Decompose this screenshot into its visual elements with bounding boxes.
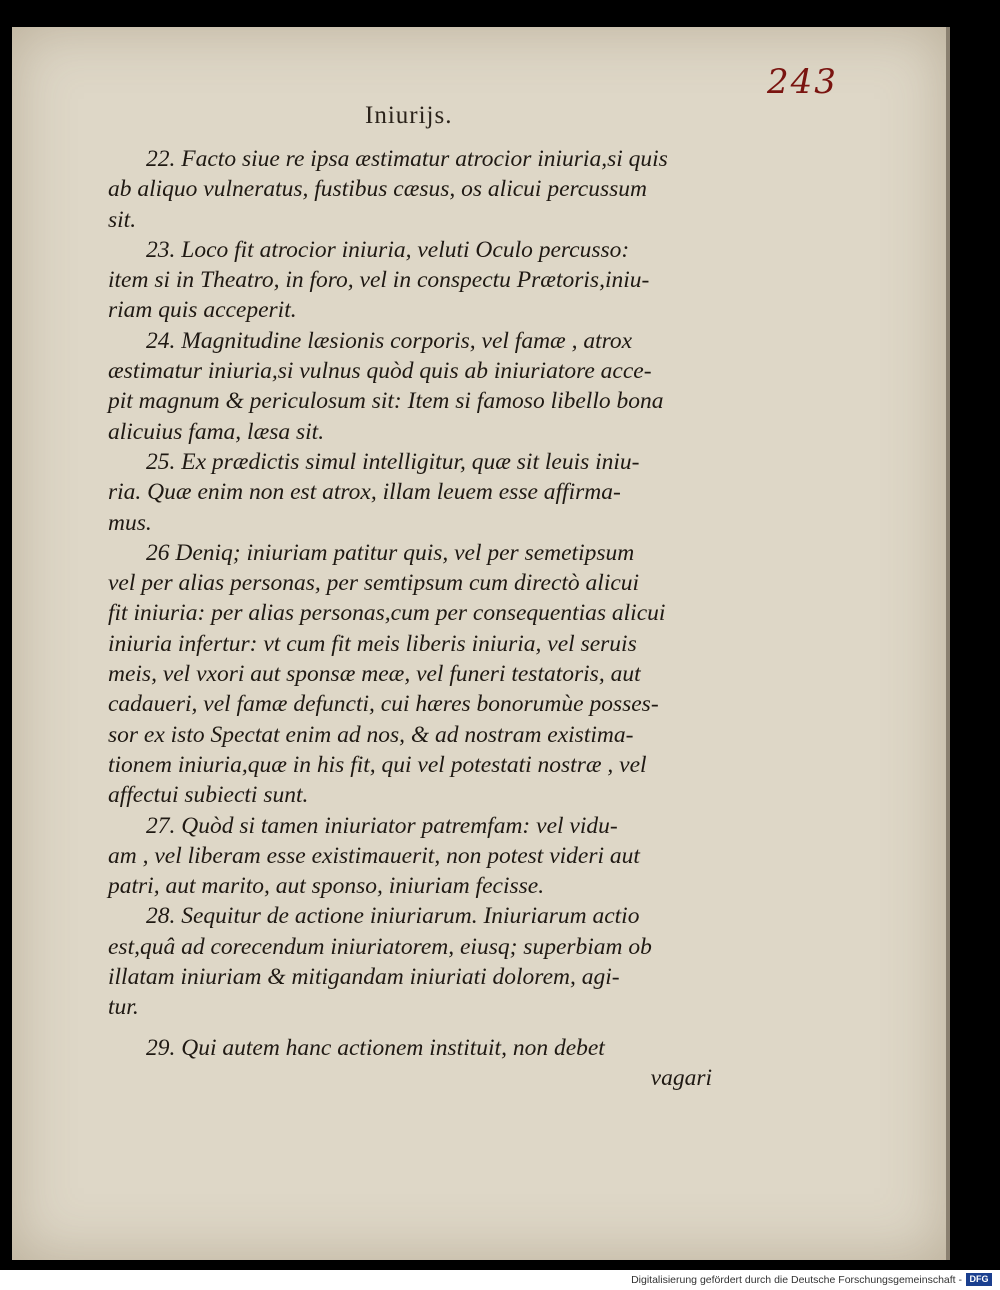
text-line: pit magnum & periculosum sit: Item si famoso libello bona [108,388,664,415]
text-line: illatam iniuriam & mitigandam iniuriati dolorem, agi- [108,964,620,991]
text-line: est,quâ ad corecendum iniuriatorem, eiusq; superbiam ob [108,933,652,960]
running-head: Iniurijs. [365,102,453,129]
text-line: am , vel liberam esse existimauerit, non potest videri aut [108,842,640,869]
text-line: sor ex isto Spectat enim ad nos, & ad nostram existima- [108,721,634,748]
page-body-text [108,144,712,1093]
text-line: 28. Sequitur de actione iniuriarum. Iniuriarum actio [146,903,640,930]
text-line: patri, aut marito, aut sponso, iniuriam fecisse. [108,873,545,900]
text-line: 22. Facto siue re ipsa æstimatur atrocior iniuria,si quis [146,146,668,172]
text-line: tur. [108,994,139,1021]
page-edge [946,27,950,1260]
page-number-annotation: 243 [767,62,838,102]
text-line: item si in Theatro, in foro, vel in conspectu Prætoris,iniu- [108,267,650,294]
text-line: vel per alias personas, per semtipsum cum directò alicui [108,570,640,597]
text-line: 23. Loco fit atrocior iniuria, veluti Oculo percusso: [146,236,630,263]
text-line: fit iniuria: per alias personas,cum per consequentias alicui [108,600,666,627]
text-line: tionem iniuria,quæ in his fit, qui vel potestati nostræ , vel [108,751,647,778]
text-line: sit. [108,206,137,233]
text-line: æstimatur iniuria,si vulnus quòd quis ab iniuriatore acce- [108,358,652,385]
text-line: 25. Ex prædictis simul intelligitur, quæ sit leuis iniu- [146,448,640,475]
text-line: vagari [650,1064,712,1091]
text-line: ab aliquo vulneratus, fustibus cæsus, os alicui percussum [108,176,647,203]
text-line: mus. [108,509,152,536]
text-line: iniuria infertur: vt cum fit meis liberis iniuria, vel seruis [108,630,637,657]
text-line: 24. Magnitudine læsionis corporis, vel famæ , atrox [146,327,633,354]
text-line: ria. Quæ enim non est atrox, illam leuem esse affirma- [108,479,621,506]
dfg-logo: DFG [966,1273,992,1286]
book-page [12,27,946,1260]
text-line: 26 Deniq; iniuriam patitur quis, vel per semetipsum [146,539,635,566]
text-line: 29. Qui autem hanc actionem instituit, non debet [146,1034,605,1061]
digitization-credit: Digitalisierung gefördert durch die Deutsche Forschungsgemeinschaft - [631,1274,962,1286]
text-line: cadaueri, vel famæ defuncti, cui hæres bonorumùe posses- [108,691,659,718]
text-line: riam quis acceperit. [108,297,297,324]
text-line: affectui subiecti sunt. [108,782,309,809]
text-line: alicuius fama, læsa sit. [108,418,325,445]
text-line: 27. Quòd si tamen iniuriator patremfam: vel vidu- [146,812,618,839]
text-line: meis, vel vxori aut sponsæ meæ, vel funeri testatoris, aut [108,661,641,688]
